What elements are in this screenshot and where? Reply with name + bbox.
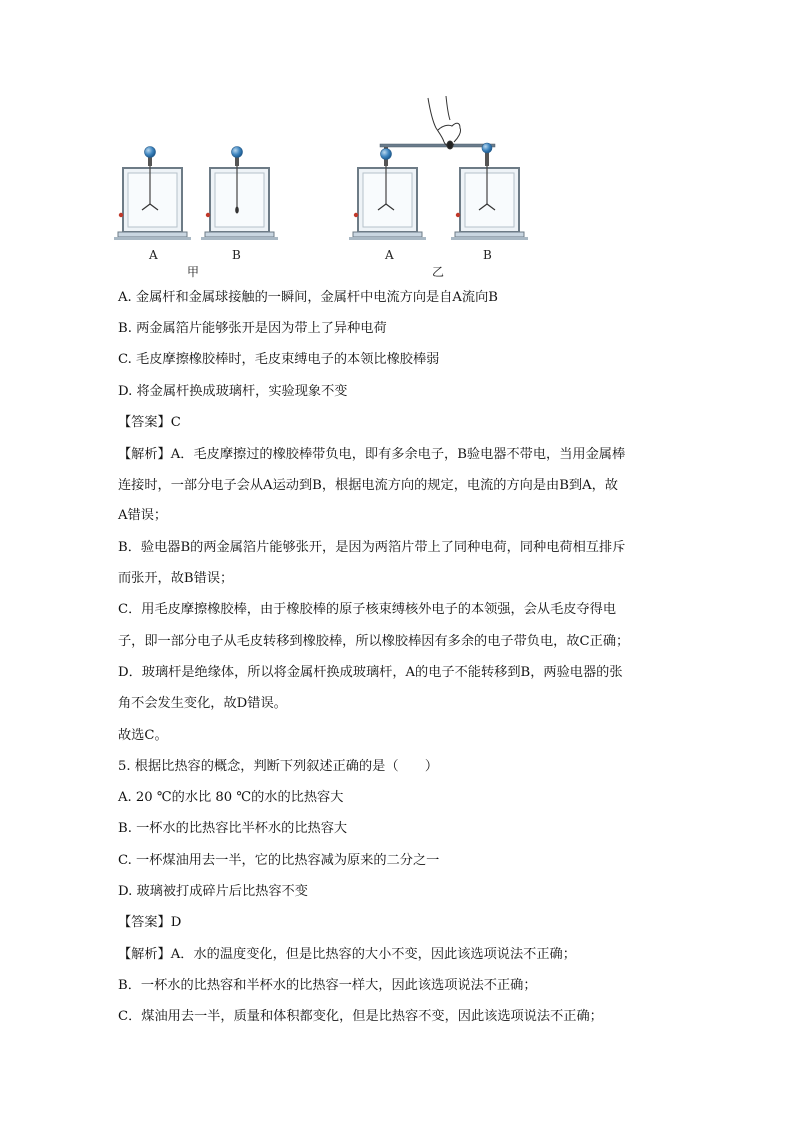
q4-conclusion: 故选C。 (118, 728, 168, 743)
figure-label-yi: 乙 (432, 265, 445, 279)
q5-option-c: C. 一杯煤油用去一半，它的比热容减为原来的二分之一 (118, 853, 440, 868)
q4-analysis-line: 连接时，一部分电子会从A运动到B，根据电流方向的规定，电流的方向是由B到A，故 (118, 478, 618, 493)
electroscope-yi-a (349, 147, 426, 240)
q5-stem: 5. 根据比热容的概念，判断下列叙述正确的是（ ） (118, 759, 439, 774)
q4-analysis-line: 而张开，故B错误； (118, 571, 234, 586)
electroscope-figure (110, 92, 530, 282)
q5-analysis-line: C．煤油用去一半，质量和体积都变化，但是比热容不变，因此该选项说法不正确； (118, 1009, 603, 1024)
q4-option-b: B. 两金属箔片能够张开是因为带上了异种电荷 (118, 321, 387, 336)
q4-answer: 【答案】C (118, 415, 181, 430)
electroscope-jia-b (201, 147, 278, 241)
q5-answer: 【答案】D (118, 915, 182, 930)
q4-option-c: C. 毛皮摩擦橡胶棒时，毛皮束缚电子的本领比橡胶棒弱 (118, 352, 440, 367)
q4-analysis-line: C．用毛皮摩擦橡胶棒，由于橡胶棒的原子核束缚核外电子的本领强，会从毛皮夺得电 (118, 602, 617, 617)
electroscope-yi-b (451, 143, 528, 240)
q4-option-a: A. 金属杆和金属球接触的一瞬间，金属杆中电流方向是自A流向B (118, 290, 498, 305)
electroscope-jia-a (114, 147, 191, 241)
q4-analysis-line: 子，即一部分电子从毛皮转移到橡胶棒，所以橡胶棒因有多余的电子带负电，故C正确； (118, 634, 630, 649)
q5-option-d: D. 玻璃被打成碎片后比热容不变 (118, 884, 308, 899)
q5-analysis-line: 【解析】A．水的温度变化，但是比热容的大小不变，因此该选项说法不正确； (118, 947, 576, 962)
q4-analysis-line: 角不会发生变化，故D错误。 (118, 696, 287, 711)
figure-label-jia-a: A (149, 248, 158, 262)
figure-label-jia: 甲 (187, 265, 200, 279)
figure-label-yi-b: B (483, 248, 492, 262)
q4-analysis-line: D．玻璃杆是绝缘体，所以将金属杆换成玻璃杆，A的电子不能转移到B，两验电器的张 (118, 665, 623, 680)
figure-label-yi-a: A (385, 248, 394, 262)
q4-option-d: D. 将金属杆换成玻璃杆，实验现象不变 (118, 384, 348, 399)
hand-drawing (428, 96, 461, 149)
q5-option-a: A. 20 ℃的水比 80 ℃的水的比热容大 (118, 790, 344, 805)
q4-analysis-line: B．验电器B的两金属箔片能够张开，是因为两箔片带上了同种电荷，同种电荷相互排斥 (118, 540, 626, 555)
q5-option-b: B. 一杯水的比热容比半杯水的比热容大 (118, 821, 348, 836)
q4-analysis-line: A错误； (118, 508, 168, 523)
figure-label-jia-b: B (232, 248, 241, 262)
electroscope-drawing (110, 92, 530, 282)
metal-rod (380, 144, 495, 147)
q5-analysis-line: B．一杯水的比热容和半杯水的比热容一样大，因此该选项说法不正确； (118, 978, 537, 993)
q4-analysis-line: 【解析】A．毛皮摩擦过的橡胶棒带负电，即有多余电子，B验电器不带电，当用金属棒 (118, 447, 626, 462)
